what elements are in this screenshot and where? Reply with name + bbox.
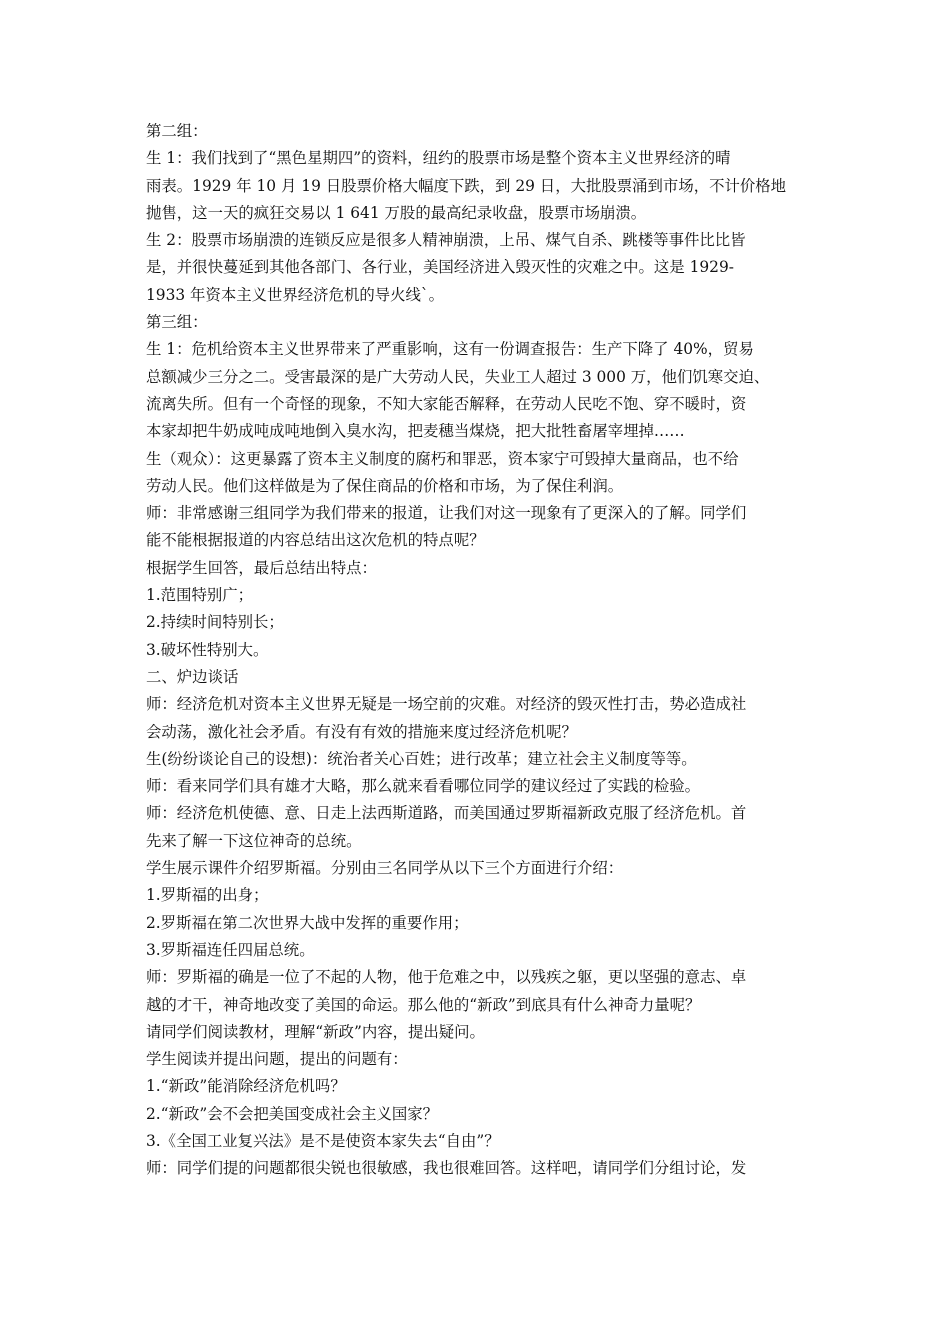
text-line: 会动荡，激化社会矛盾。有没有有效的措施来度过经济危机呢？ bbox=[146, 722, 577, 741]
text-line: 3.罗斯福连任四届总统。 bbox=[146, 940, 315, 959]
text-line: 师：经济危机使德、意、日走上法西斯道路，而美国通过罗斯福新政克服了经济危机。首 bbox=[146, 804, 747, 823]
text-line: 学生展示课件介绍罗斯福。分别由三名同学从以下三个方面进行介绍： bbox=[146, 859, 624, 878]
text-line: 是，并很快蔓延到其他各部门、各行业，美国经济进入毁灭性的灾难之中。这是 1929- bbox=[146, 258, 734, 277]
text-line: 生 1：危机给资本主义世界带来了严重影响，这有一份调查报告：生产下降了 40%，贸易 bbox=[146, 340, 754, 359]
text-line: 2.罗斯福在第二次世界大战中发挥的重要作用； bbox=[146, 913, 469, 932]
document-body bbox=[146, 118, 806, 1183]
text-line: 生 1：我们找到了“黑色星期四”的资料，纽约的股票市场是整个资本主义世界经济的晴 bbox=[146, 149, 731, 168]
text-line: 能不能根据报道的内容总结出这次危机的特点呢？ bbox=[146, 531, 485, 550]
text-line: 师：看来同学们具有雄才大略，那么就来看看哪位同学的建议经过了实践的检验。 bbox=[146, 777, 701, 796]
text-line: 雨表。1929 年 10 月 19 日股票价格大幅度下跌，到 29 日，大批股票涌到市场，不计价格地 bbox=[146, 176, 787, 195]
text-line: 1933 年资本主义世界经济危机的导火线`。 bbox=[146, 285, 445, 304]
text-line: 越的才干，神奇地改变了美国的命运。那么他的“新政”到底具有什么神奇力量呢？ bbox=[146, 995, 701, 1014]
text-line: 2.“新政”会不会把美国变成社会主义国家？ bbox=[146, 1104, 439, 1123]
text-line: 学生阅读并提出问题，提出的问题有： bbox=[146, 1050, 408, 1069]
text-line: 1.罗斯福的出身； bbox=[146, 886, 269, 905]
text-line: 本家却把牛奶成吨成吨地倒入臭水沟，把麦穗当煤烧，把大批牲畜屠宰埋掉…… bbox=[146, 422, 685, 441]
text-line: 第二组： bbox=[146, 122, 208, 140]
text-line: 1.“新政”能消除经济危机吗？ bbox=[146, 1077, 346, 1096]
text-line: 3.《全国工业复兴法》是不是使资本家失去“自由”？ bbox=[146, 1131, 500, 1150]
text-line: 请同学们阅读教材，理解“新政”内容，提出疑问。 bbox=[146, 1022, 485, 1041]
text-line: 师：非常感谢三组同学为我们带来的报道，让我们对这一现象有了更深入的了解。同学们 bbox=[146, 504, 747, 523]
text-line: 3.破坏性特别大。 bbox=[146, 640, 269, 659]
text-line: 师：同学们提的问题都很尖锐也很敏感，我也很难回答。这样吧，请同学们分组讨论，发 bbox=[146, 1159, 747, 1178]
text-line: 总额减少三分之二。受害最深的是广大劳动人民，失业工人超过 3 000 万，他们饥寒交迫、 bbox=[146, 367, 770, 386]
text-line: 劳动人民。他们这样做是为了保住商品的价格和市场，为了保住利润。 bbox=[146, 476, 624, 495]
text-line: 根据学生回答，最后总结出特点： bbox=[146, 558, 377, 577]
section-heading: 二、炉边谈话 bbox=[146, 667, 239, 686]
text-line: 生（观众）：这更暴露了资本主义制度的腐朽和罪恶，资本家宁可毁掉大量商品，也不给 bbox=[146, 449, 739, 468]
text-line: 1.范围特别广； bbox=[146, 586, 254, 605]
text-line: 生(纷纷谈论自己的设想)：统治者关心百姓；进行改革；建立社会主义制度等等。 bbox=[146, 749, 697, 768]
text-line: 2.持续时间特别长； bbox=[146, 613, 284, 632]
text-line: 生 2：股票市场崩溃的连锁反应是很多人精神崩溃，上吊、煤气自杀、跳楼等事件比比皆 bbox=[146, 231, 746, 250]
text-line: 师：经济危机对资本主义世界无疑是一场空前的灾难。对经济的毁灭性打击，势必造成社 bbox=[146, 695, 747, 714]
text-line: 第三组： bbox=[146, 313, 208, 332]
text-line: 抛售，这一天的疯狂交易以 1 641 万股的最高纪录收盘，股票市场崩溃。 bbox=[146, 203, 647, 222]
text-line: 流离失所。但有一个奇怪的现象，不知大家能否解释，在劳动人民吃不饱、穿不暖时，资 bbox=[146, 394, 747, 413]
text-line: 先来了解一下这位神奇的总统。 bbox=[146, 831, 362, 850]
text-line: 师：罗斯福的确是一位了不起的人物，他于危难之中，以残疾之躯，更以坚强的意志、卓 bbox=[146, 968, 747, 987]
